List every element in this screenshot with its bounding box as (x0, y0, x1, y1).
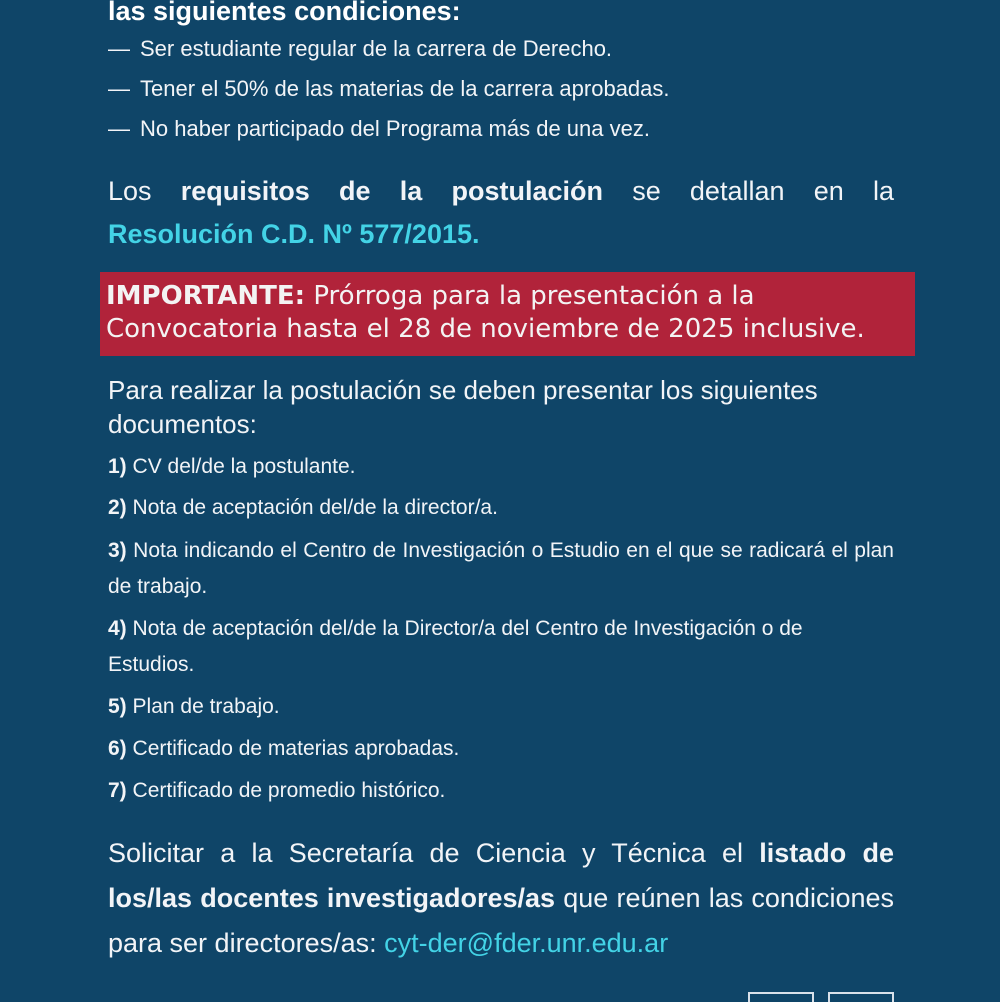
document-item (108, 449, 894, 485)
important-notice (100, 272, 915, 356)
condition-text: Ser estudiante regular de la carrera de Derecho. (140, 36, 613, 61)
resolution-link[interactable]: Resolución C.D. Nº 577/2015. (108, 219, 480, 249)
important-label: IMPORTANTE: (106, 281, 306, 311)
document-number: 3) (108, 539, 127, 562)
document-number: 7) (108, 779, 127, 802)
requirements-middle: se detallan en la (632, 176, 894, 206)
solicit-prefix: Solicitar a la Secretaría de Ciencia y Técnica el (108, 838, 744, 868)
document-text: Plan de trabajo. (132, 695, 280, 718)
document-number: 6) (108, 737, 127, 760)
document-text: CV del/de la postulante. (132, 455, 356, 478)
requirements-prefix: Los (108, 176, 152, 206)
solicit-paragraph (108, 831, 894, 966)
document-number: 1) (108, 455, 127, 478)
document-item (108, 490, 894, 526)
dash-bullet: — (108, 76, 130, 101)
document-item (108, 731, 894, 767)
dash-bullet: — (108, 116, 130, 141)
solicit-suffix: que reúnen las condiciones para ser directores/as: (108, 883, 894, 958)
document-number: 5) (108, 695, 127, 718)
requirements-paragraph (108, 169, 894, 213)
document-text: Certificado de materias aprobadas. (132, 737, 460, 760)
dash-bullet: — (108, 36, 130, 61)
document-item (108, 773, 894, 809)
document-number: 4) (108, 617, 127, 640)
document-text: Certificado de promedio histórico. (132, 779, 446, 802)
bottom-decoration-right (828, 992, 894, 1002)
conditions-heading: las siguientes condiciones: (108, 0, 461, 26)
requirements-bold: requisitos de la postulación (180, 176, 603, 206)
document-item (108, 689, 894, 725)
resolution-line (108, 212, 480, 256)
condition-item (108, 36, 612, 62)
important-text: Prórroga para la presentación a la Convocatoria hasta el 28 de noviembre de 2025 inclusive. (106, 281, 865, 344)
solicit-bold: listado de los/las docentes investigadores/as (108, 838, 894, 913)
document-text: Nota de aceptación del/de la director/a. (132, 496, 498, 519)
contact-email-link[interactable]: cyt-der@fder.unr.edu.ar (384, 928, 669, 958)
condition-item (108, 76, 670, 102)
document-item (108, 533, 894, 605)
bottom-decoration-left (748, 992, 814, 1002)
document-text: Nota indicando el Centro de Investigación o Estudio en el que se radicará el plan de trabajo. (108, 539, 894, 598)
documents-intro: Para realizar la postulación se deben presentar los siguientes documentos: (108, 375, 818, 439)
condition-item (108, 116, 650, 142)
condition-text: Tener el 50% de las materias de la carrera aprobadas. (140, 76, 670, 101)
document-number: 2) (108, 496, 127, 519)
document-text: Nota de aceptación del/de la Director/a del Centro de Investigación o de Estudios. (108, 617, 803, 676)
condition-text: No haber participado del Programa más de una vez. (140, 116, 650, 141)
document-item (108, 611, 894, 683)
